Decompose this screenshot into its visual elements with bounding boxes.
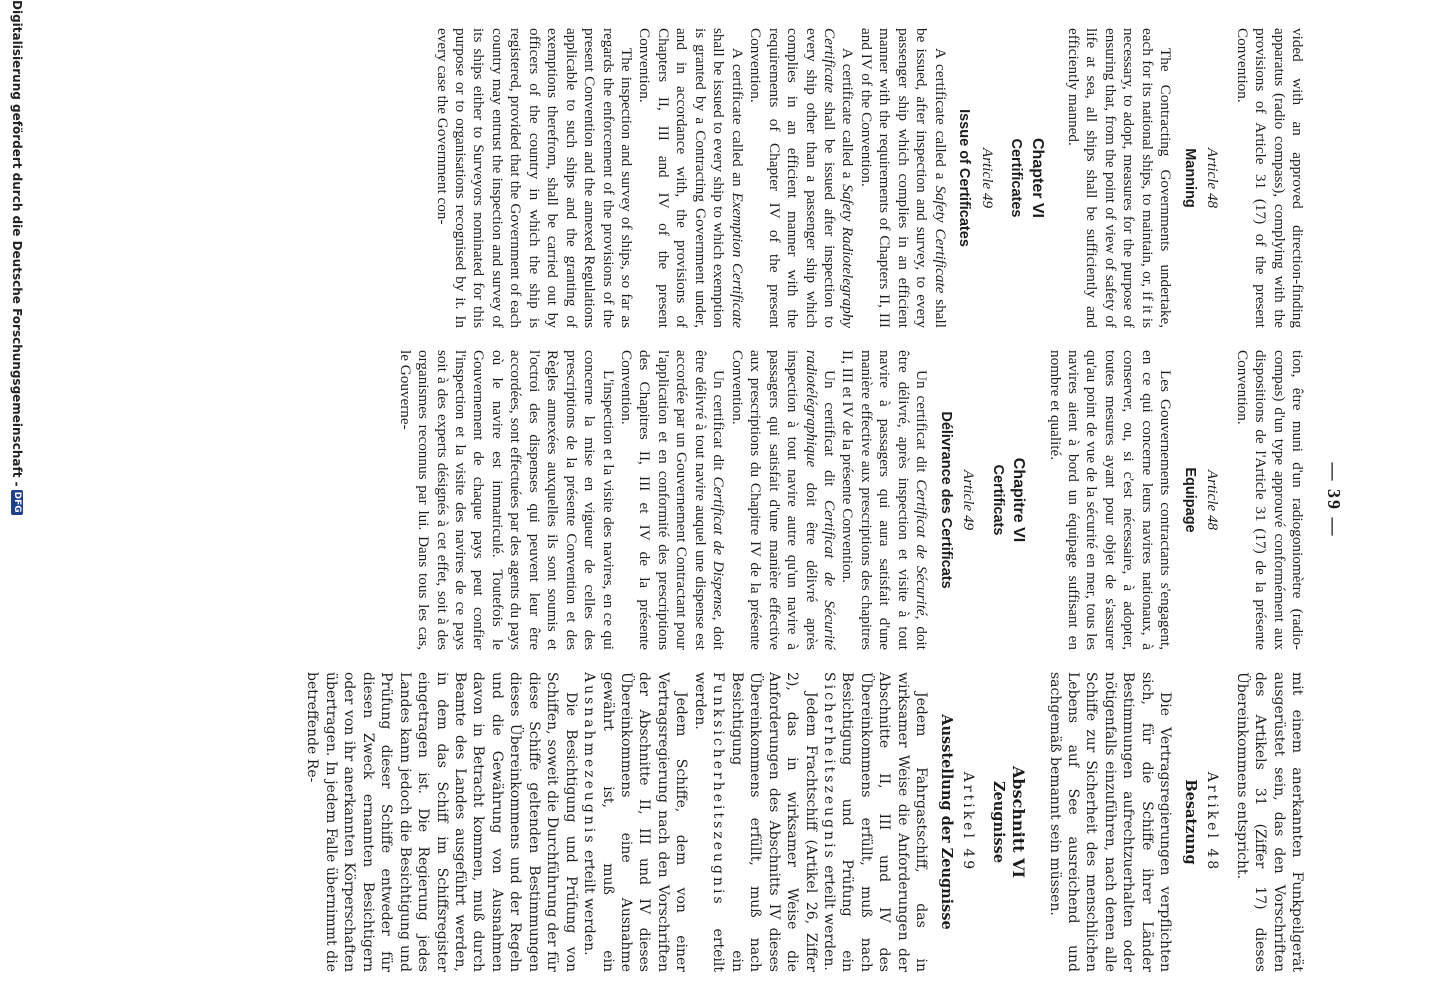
english-article-49-title: Issue of Certificates xyxy=(956,109,973,247)
english-p2-emphasis: Safety Radiotelegraphy Certificate xyxy=(821,28,857,328)
english-p2-text-a: A certificate called a xyxy=(839,48,857,185)
german-p3-text-b: erteilt werden. xyxy=(581,845,598,956)
french-chapter-title: Certificats xyxy=(989,464,1006,536)
page-number: — 39 — xyxy=(1324,462,1344,538)
german-p2-text-a: Jedem Frachtschiff (Artikel 26, Ziffer 2), das in wirksamer Weise die Anforderungen des Abschnitts IV dieses Übereinkommens erfüllt, muß nach Besichtigung ein xyxy=(728,672,819,972)
english-p3-text-a: A certificate called an xyxy=(728,48,746,193)
german-article-48-text: Die Vertragsregierungen verpflichten sich, für die Schiffe ihrer Länder Bestimmungen aufrechtzuerhalten oder nötigenfalls einzuführen, nach denen alle Schiffe zur Sicherheit des menschlichen Lebens auf See ausreichend und sachgemäß bemannt sein müssen. xyxy=(1046,672,1174,972)
french-p1-text-b: , doit être délivré, après inspection et visite à tout navire à passagers qui aura satisfait d'une manière effective aux prescriptions des chapitres II, III et IV de la présente Convention. xyxy=(839,350,931,650)
english-article-49-label: Article 49 xyxy=(978,147,996,209)
english-paragraph-3 xyxy=(635,28,746,328)
german-p1-text-b: erteilt werden. xyxy=(821,860,838,971)
french-paragraph-4: L'inspection et la visite des navires, en ce qui concerne la mise en vigueur de celles des prescriptions de la présente Convention et des Règles annexées auxquelles ils sont soumis et l'octroi des dispenses qui peuvent leur être accordées, sont effectuées par des agents du pays où le navire est immatriculé. Toutefois le Gouvernement de chaque pays peut confier l'inspection et la visite des navires de ce pays soit à des experts désignés à cet effet, soit à des organismes reconnus par lui. Dans tous les cas, le Gouverne- xyxy=(396,350,617,650)
digitization-credit xyxy=(10,0,24,1000)
english-p1-text-b: shall be issued, after inspection and survey, to every passenger ship which complies in an efficient manner with the requirements of Chapters II, III and IV of the Convention. xyxy=(857,28,949,328)
french-p1-text-a: Un certificat dit xyxy=(913,370,931,480)
french-article-48-title: Equipage xyxy=(1181,467,1198,533)
english-article-48-label: Article 48 xyxy=(1204,147,1222,209)
english-p2-text-b: shall be issued after inspection to every ship other than a passenger ship which complies in an efficient manner with the requirements of Chapter IV of the present Convention. xyxy=(747,28,839,328)
french-p3-text-a: Un certificat dit xyxy=(710,370,728,477)
french-intro-text: tion, être muni d'un radiogoniomètre (radio-compas) d'un type approuvé conformément aux dispositions de l'Article 31 (17) de la présente Convention. xyxy=(1233,350,1306,650)
french-article-48-label: Article 48 xyxy=(1204,469,1222,531)
french-p2-emphasis: Certificat de Sécurité radiotélégraphique xyxy=(802,350,839,650)
english-p3-text-b: shall be issued to every ship to which exemption is granted by a Contracting Government under, and in accordance with, the provisions of Chapters II, III and IV of the present Convention. xyxy=(636,28,728,328)
german-p3-text-a: Jedem Schiffe, dem von einer Vertragsregierung nach den Vorschriften der Abschnitte II, III und IV dieses Übereinkommens eine Ausnahme gewährt ist, muß ein xyxy=(599,672,690,972)
german-p2-text-b: erteilt werden. xyxy=(691,672,727,972)
english-intro-text: vided with an approved direction-finding apparatus (radio compass), complying with the provisions of Article 31 (17) of the present Convention. xyxy=(1233,28,1306,328)
german-article-48-title: Besatzung xyxy=(1181,779,1199,865)
english-article-48-text: The Contracting Governments undertake, each for its national ships, to maintain, or, if it is necessary, to adopt, measures for the purpose of ensuring that, from the point of view of safety of life at sea, all ships shall be sufficiently and efficiently manned. xyxy=(1065,28,1175,328)
german-article-48-label: Artikel 48 xyxy=(1204,771,1221,873)
french-p3-emphasis: Certificat de Dispense xyxy=(710,476,728,617)
german-paragraph-3 xyxy=(580,672,691,972)
french-p1-emphasis: Certificat de Sécurité xyxy=(913,479,931,616)
english-article-48-title: Manning xyxy=(1181,148,1198,208)
english-column xyxy=(126,28,1306,328)
french-paragraph-1 xyxy=(838,350,930,650)
french-p2-text-a: Un certificat dit xyxy=(821,370,839,501)
german-column xyxy=(126,672,1306,972)
english-p3-emphasis: Exemption Certificate xyxy=(728,192,746,328)
english-paragraph-4: The inspection and survey of ships, so far as regards the enforcement of the provisions of the present Convention and the annexed Regulations applicable to such ships and the granting of exemptions therefrom, shall be carried out by officers of the country in which the ship is registered, provided that the Government of each country may entrust the inspection and survey of its ships either to Surveyors nominated for this purpose or to organisations recognised by it. In every case the Government con- xyxy=(433,28,636,328)
french-paragraph-2 xyxy=(727,350,838,650)
german-chapter-label: Abschnitt VI xyxy=(1009,766,1029,878)
french-p3-text-b: , doit être délivré à tout navire auquel une dispense est accordée par un Gouvernement Contractant pour l'application et en conformité des prescriptions des Chapitres II, III et IV de la présente Convention. xyxy=(618,350,728,650)
french-article-49-label: Article 49 xyxy=(960,469,978,531)
german-p1-emphasis: Sicherheitszeugnis xyxy=(821,672,838,861)
dfg-logo-icon: DFG xyxy=(12,491,22,513)
french-p2-text-b: doit être délivré après inspection à tout navire autre qu'un navire à passagers qui satisfait d'une manière effective aux prescriptions du Chapitre IV de la présente Convention. xyxy=(728,350,820,650)
german-article-49-label: Artikel 49 xyxy=(960,771,977,873)
english-p1-emphasis: Safety Certificate xyxy=(931,185,949,294)
english-paragraph-2 xyxy=(746,28,857,328)
german-paragraph-1 xyxy=(820,672,931,972)
german-p2-emphasis: Funksicherheitszeugnis xyxy=(710,672,727,907)
french-column xyxy=(126,350,1306,650)
english-chapter-title: Certificates xyxy=(1008,138,1025,218)
credit-text: Digitalisierung gefördert durch die Deutsche Forschungsgemeinschaft - xyxy=(10,0,24,487)
german-paragraph-2 xyxy=(690,672,819,972)
english-paragraph-1 xyxy=(856,28,948,328)
french-chapter-label: Chapitre VI xyxy=(1010,457,1028,543)
french-article-48-text: Les Gouvernements contractants s'engagent, en ce qui concerne leurs navires nationaux, à conserver, ou, si c'est nécessaire, à adopter, toutes mesures ayant pour objet de s'assurer qu'au point de vue de la sécurité en mer, tous les navires aient à bord un équipage suffisant en nombre et qualité. xyxy=(1046,350,1175,650)
german-p1-text-a: Jedem Fahrgastschiff, das in wirksamer Weise die Anforderungen der Abschnitte II, III und IV des Übereinkommens erfüllt, muß nach Besichtigung und Prüfung ein xyxy=(839,672,930,972)
english-p1-text-a: A certificate called a xyxy=(931,48,949,186)
german-chapter-title: Zeugnisse xyxy=(989,780,1007,864)
french-article-49-title: Délivrance des Certificats xyxy=(937,411,954,589)
german-paragraph-4: Die Besichtigung und Prüfung von Schiffen, soweit die Durchführung der für diese Schiffe geltenden Bestimmungen dieses Übereinkommens und der Regeln und die Gewährung von Ausnahmen davon in Betracht kommen, muß durch Beamte des Landes ausgeführt werden, in dem das Schiff im Schiffsregister eingetragen ist. Die Regierung jedes Landes kann jedoch die Besichtigung und Prüfung dieser Schiffe entweder für diesen Zweck ernannten Besichtigern oder von ihr anerkannten Körperschaften übertragen. In jedem Falle übernimmt die betreffende Re- xyxy=(304,672,579,972)
german-article-49-title: Ausstellung der Zeugnisse xyxy=(937,714,955,930)
english-chapter-label: Chapter VI xyxy=(1028,137,1046,218)
german-p3-emphasis: Ausnahmezeugnis xyxy=(581,672,598,846)
french-paragraph-3 xyxy=(617,350,728,650)
german-intro-text: mit einem anerkannten Funkpeilgerät ausgerüstet sein, das den Vorschriften des Artikels 31 (Ziffer 17) dieses Übereinkommens entspricht. xyxy=(1233,672,1305,972)
